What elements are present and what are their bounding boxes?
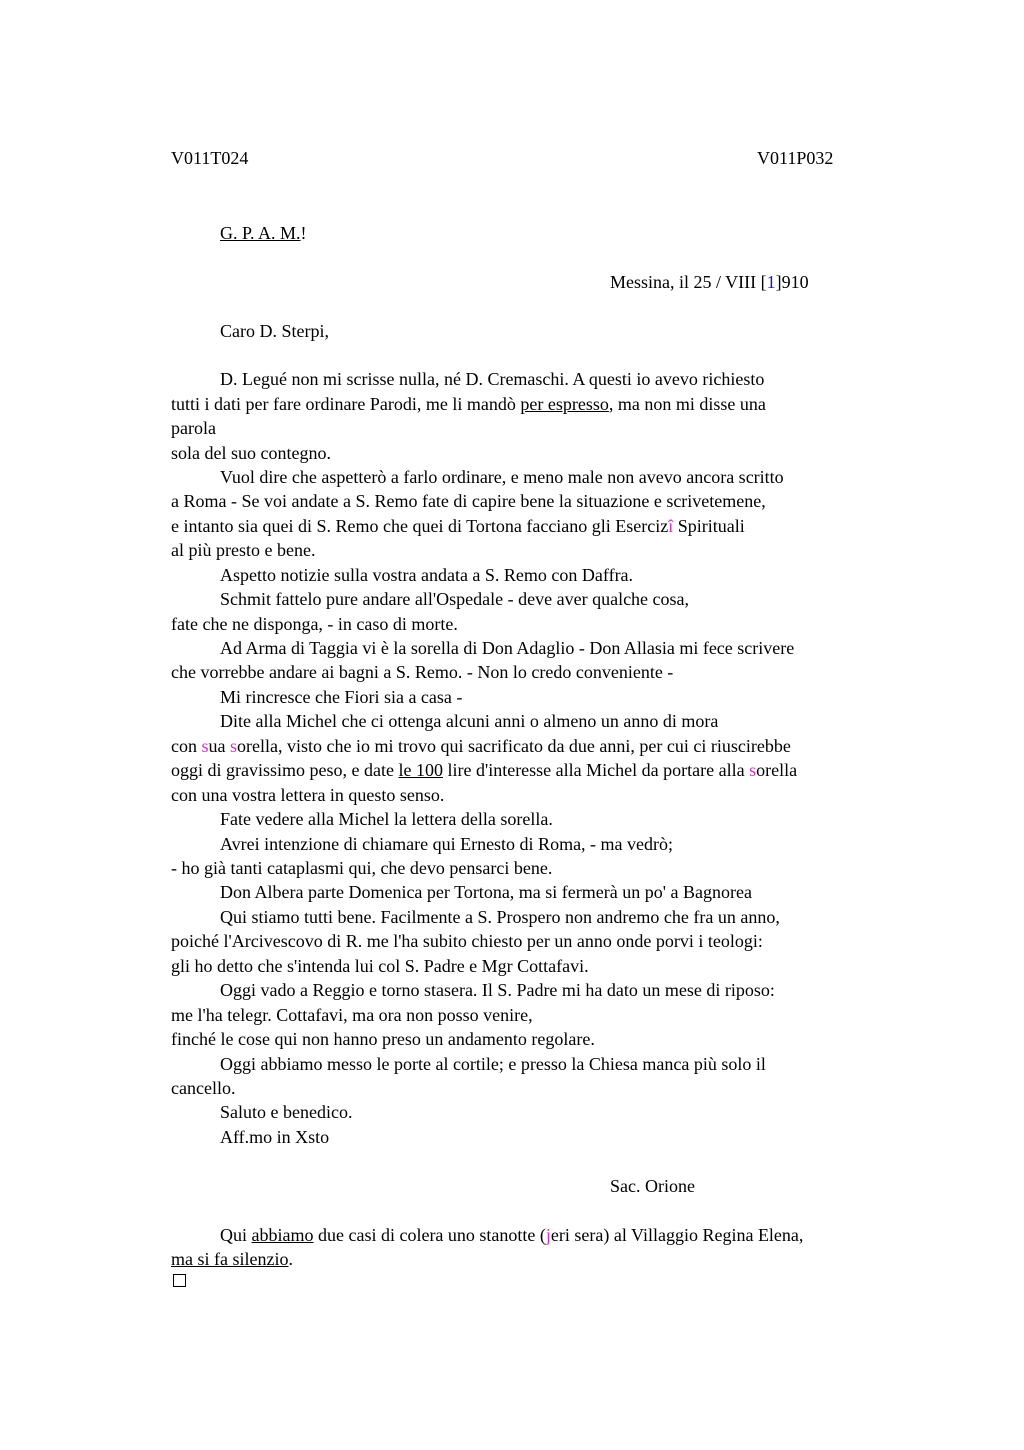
body-line: al più presto e bene. — [171, 540, 316, 560]
body-line: gli ho detto che s'intenda lui col S. Padre e Mgr Cottafavi. — [171, 956, 589, 976]
dateline-insert: 1 — [766, 272, 776, 292]
editorial-mark: î — [668, 516, 674, 536]
body-line: cancello. — [171, 1078, 236, 1098]
text-run: orella, visto che io mi trovo qui sacrificato da due anni, per cui ci riuscirebbe — [237, 736, 791, 756]
text-run: oggi di gravissimo peso, e date — [171, 760, 399, 780]
body-line: Saluto e benedico. — [220, 1102, 353, 1122]
text-run: . — [288, 1249, 293, 1269]
underlined-run: le 100 — [398, 760, 443, 780]
invocation-suffix: ! — [300, 223, 307, 243]
text-run: Spirituali — [673, 516, 745, 536]
editorial-mark: s — [201, 736, 209, 756]
body-line: con una vostra lettera in questo senso. — [171, 785, 445, 805]
text-run: eri sera) al Villaggio Regina Elena, — [550, 1225, 804, 1245]
text-run: e intanto sia quei di S. Remo che quei di Tortona facciano gli Eserciz — [171, 516, 669, 536]
end-marker-box-icon — [173, 1274, 186, 1287]
text-run: lire d'interesse alla Michel da portare alla — [442, 760, 750, 780]
body-line: D. Legué non mi scrisse nulla, né D. Cremaschi. A questi io avevo richiesto — [220, 369, 765, 389]
dateline — [610, 270, 809, 294]
body-line: Dite alla Michel che ci ottenga alcuni anni o almeno un anno di mora — [220, 711, 719, 731]
text-run: due casi di colera uno stanotte ( — [313, 1225, 546, 1245]
postscript-line — [220, 1223, 803, 1247]
dateline-prefix: Messina, il 25 / VIII [ — [610, 272, 767, 292]
underlined-run: per espresso — [520, 394, 609, 414]
body-line — [171, 758, 797, 782]
body-line: finché le cose qui non hanno preso un andamento regolare. — [171, 1029, 595, 1049]
underlined-run: ma si fa silenzio — [171, 1249, 289, 1269]
editorial-mark: j — [545, 1225, 551, 1245]
body-line: Ad Arma di Taggia vi è la sorella di Don Adaglio - Don Allasia mi fece scrivere — [220, 638, 795, 658]
invocation-text: G. P. A. M. — [220, 223, 301, 243]
body-line: sola del suo contegno. — [171, 443, 331, 463]
body-line: Vuol dire che aspetterò a farlo ordinare, e meno male non avevo ancora scritto — [220, 467, 784, 487]
document-code-left: V011T024 — [171, 148, 249, 168]
text-run: tutti i dati per fare ordinare Parodi, me li mandò — [171, 394, 521, 414]
invocation — [220, 221, 307, 245]
body-line: Oggi vado a Reggio e torno stasera. Il S. Padre mi ha dato un mese di riposo: — [220, 980, 775, 1000]
body-line: Oggi abbiamo messo le porte al cortile; e presso la Chiesa manca più solo il — [220, 1054, 766, 1074]
body-line: parola — [171, 418, 216, 438]
body-line: Schmit fattelo pure andare all'Ospedale - deve aver qualche cosa, — [220, 589, 690, 609]
editorial-mark: s — [230, 736, 238, 756]
body-line — [171, 734, 791, 758]
document-code-right: V011P032 — [757, 148, 834, 168]
text-run: orella — [756, 760, 798, 780]
body-line — [171, 514, 745, 538]
underlined-run: abbiamo — [251, 1225, 314, 1245]
dateline-suffix: ]910 — [775, 272, 809, 292]
text-run: ua — [208, 736, 231, 756]
postscript-line — [171, 1247, 293, 1271]
body-line: Don Albera parte Domenica per Tortona, ma si fermerà un po' a Bagnorea — [220, 882, 752, 902]
body-line — [171, 392, 766, 416]
body-line: Qui stiamo tutti bene. Facilmente a S. Prospero non andremo che fra un anno, — [220, 907, 780, 927]
salutation: Caro D. Sterpi, — [220, 321, 329, 341]
closing: Aff.mo in Xsto — [220, 1127, 330, 1147]
body-line: fate che ne disponga, - in caso di morte. — [171, 614, 458, 634]
body-line: Fate vedere alla Michel la lettera della sorella. — [220, 809, 553, 829]
text-run: , ma non mi disse una — [608, 394, 766, 414]
signature: Sac. Orione — [610, 1176, 695, 1196]
body-line: me l'ha telegr. Cottafavi, ma ora non posso venire, — [171, 1005, 533, 1025]
body-line: Mi rincresce che Fiori sia a casa - — [220, 687, 463, 707]
body-line: Aspetto notizie sulla vostra andata a S. Remo con Daffra. — [220, 565, 634, 585]
text-run: con — [171, 736, 202, 756]
body-line: che vorrebbe andare ai bagni a S. Remo. - Non lo credo conveniente - — [171, 662, 674, 682]
editorial-mark: s — [749, 760, 757, 780]
body-line: a Roma - Se voi andate a S. Remo fate di capire bene la situazione e scrivetemene, — [171, 491, 766, 511]
body-line: - ho già tanti cataplasmi qui, che devo pensarci bene. — [171, 858, 553, 878]
body-line: Avrei intenzione di chiamare qui Ernesto di Roma, - ma vedrò; — [220, 834, 674, 854]
body-line: poiché l'Arcivescovo di R. me l'ha subito chiesto per un anno onde porvi i teologi: — [171, 931, 763, 951]
text-run: Qui — [220, 1225, 252, 1245]
